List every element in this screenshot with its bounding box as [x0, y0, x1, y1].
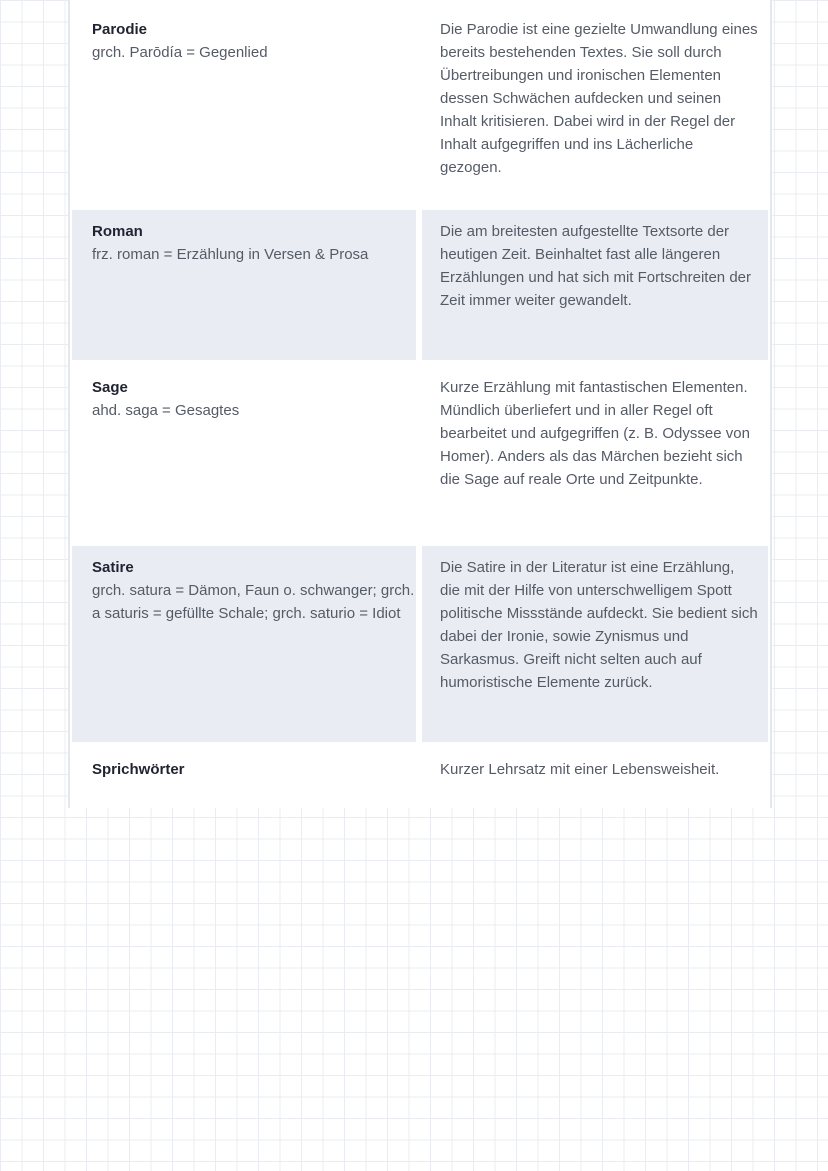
glossary-table	[68, 0, 772, 808]
term-cell	[72, 748, 416, 804]
term-name: Sprichwörter	[92, 761, 185, 778]
term-cell	[72, 546, 416, 742]
definition-cell	[422, 210, 768, 360]
term-name: Sage	[92, 379, 128, 396]
table-row	[70, 748, 770, 804]
term-etymology: grch. satura = Dämon, Faun o. schwanger; grch. a saturis = gefüllte Schale; grch. saturio = Idiot	[92, 582, 415, 622]
term-cell	[72, 8, 416, 204]
term-name: Parodie	[92, 21, 148, 38]
table-row	[70, 8, 770, 204]
table-row	[70, 366, 770, 540]
term-etymology: grch. Parōdía = Gegenlied	[92, 44, 268, 61]
definition-cell	[422, 366, 768, 540]
term-name: Roman	[92, 223, 143, 240]
definition-cell	[422, 748, 768, 804]
term-etymology: frz. roman = Erzählung in Versen & Prosa	[92, 246, 369, 263]
term-definition: Die am breitesten aufgestellte Textsorte der heutigen Zeit. Beinhaltet fast alle längeren Erzählungen und hat sich mit Fortschreiten der Zeit immer weiter gewandelt.	[440, 223, 751, 309]
term-definition: Kurzer Lehrsatz mit einer Lebensweisheit.	[440, 761, 720, 778]
definition-cell	[422, 8, 768, 204]
definition-cell	[422, 546, 768, 742]
term-cell	[72, 210, 416, 360]
term-definition: Die Parodie ist eine gezielte Umwandlung eines bereits bestehenden Textes. Sie soll durch Übertreibungen und ironischen Elementen dessen Schwächen aufdecken und seinen Inhalt kritisieren. Dabei wird in der Regel der Inhalt aufgegriffen und ins Lächerliche gezogen.	[440, 21, 758, 176]
term-cell	[72, 366, 416, 540]
table-row	[70, 210, 770, 360]
term-definition: Kurze Erzählung mit fantastischen Elementen. Mündlich überliefert und in aller Regel oft bearbeitet und aufgegriffen (z. B. Odyssee von Homer). Anders als das Märchen bezieht sich die Sage auf reale Orte und Zeitpunkte.	[440, 379, 750, 488]
table-row	[70, 546, 770, 742]
term-etymology: ahd. saga = Gesagtes	[92, 402, 240, 419]
term-definition: Die Satire in der Literatur ist eine Erzählung, die mit der Hilfe von unterschwelligem Spott politische Missstände aufdeckt. Sie bedient sich dabei der Ironie, sowie Zynismus und Sarkasmus. Greift nicht selten auch auf humoristische Elemente zurück.	[440, 559, 758, 691]
term-name: Satire	[92, 559, 134, 576]
